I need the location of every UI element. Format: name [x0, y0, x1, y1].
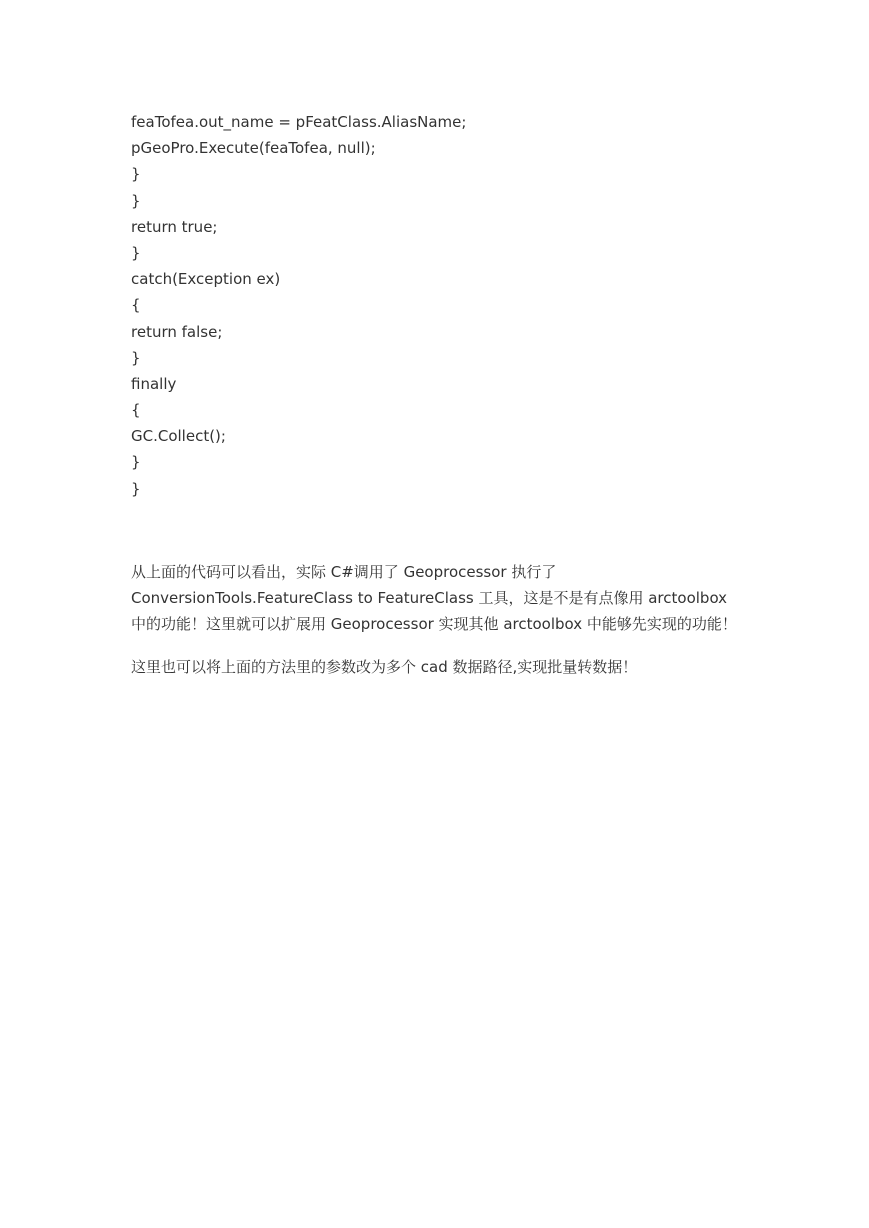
code-line: { [131, 401, 141, 420]
code-line: finally [131, 374, 177, 393]
code-line: catch(Exception ex) [131, 270, 281, 289]
code-line: pGeoPro.Execute(feaTofea, null); [131, 139, 376, 158]
code-line: } [131, 191, 141, 210]
code-line: return true; [131, 217, 218, 236]
code-line: } [131, 453, 141, 472]
code-line: GC.Collect(); [131, 427, 226, 446]
explanation-paragraph: 从上面的代码可以看出，实际 C#调用了 Geoprocessor 执行了 ConversionTools.FeatureClass to FeatureClass 工具，这是不是有点像用 arctoolbox 中的功能！这里就可以扩展用 Geoprocessor 实现其他 arctoolbox 中能够先实现的功能！ [131, 563, 737, 633]
code-line: return false; [131, 322, 223, 341]
code-line: } [131, 479, 141, 498]
code-line: feaTofea.out_name = pFeatClass.AliasName; [131, 113, 467, 131]
code-line: } [131, 165, 141, 184]
code-line: { [131, 296, 141, 315]
code-line: } [131, 243, 141, 262]
note-paragraph: 这里也可以将上面的方法里的参数改为多个 cad 数据路径,实现批量转数据！ [131, 658, 638, 676]
code-line: } [131, 348, 141, 367]
code-block [131, 109, 771, 502]
